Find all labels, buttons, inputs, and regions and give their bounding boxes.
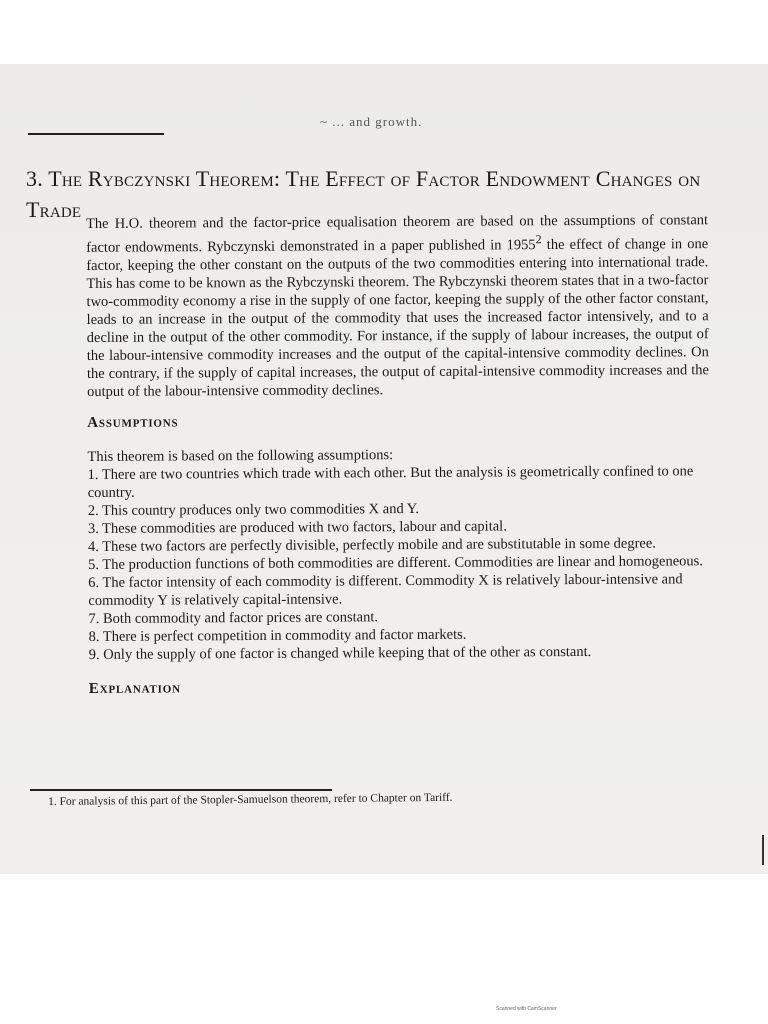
- assumptions-list: [88, 462, 711, 664]
- assumption-item: 9. Only the supply of one factor is changed while keeping that of the other as constant.: [88, 643, 592, 663]
- explanation-heading: Explanation: [88, 680, 181, 697]
- assumption-item: 4. These two factors are perfectly divisible, perfectly mobile and are substitutable in some degree.: [87, 535, 656, 555]
- cut-off-previous-text: ~ ... and growth.: [320, 114, 423, 129]
- section-heading-rybczynski: 3. The Rybczynski Theorem: The Effect of Factor Endowment Changes on Trade: [26, 165, 701, 222]
- assumption-item: 2. This country produces only two commodities X and Y.: [87, 500, 420, 519]
- intro-text-part1: The H.O. theorem and the factor-price equalisation theorem are based on the assumptions of constant factor endowments. Rybczynski demonstrated in a paper published in 1955: [86, 212, 709, 256]
- scanner-watermark: Scanned with CamScanner: [496, 1006, 557, 1012]
- assumption-item: 3. These commodities are produced with two factors, labour and capital.: [87, 518, 507, 537]
- page-edge-mark: [762, 835, 764, 865]
- assumption-item: 6. The factor intensity of each commodity is different. Commodity X is relatively labour-intensive and commodity Y is relatively capital-intensive.: [88, 571, 683, 609]
- assumption-item: 7. Both commodity and factor prices are constant.: [88, 609, 379, 627]
- assumptions-intro: This theorem is based on the following assumptions:: [87, 446, 394, 465]
- assumptions-heading: Assumptions: [87, 414, 179, 431]
- page-body: [86, 211, 711, 714]
- intro-text-part2: the effect of change in one factor, keeping the other constant on the outputs of the two commodities entering into international trade. This has come to be known as the Rybczynski theorem. The Rybczynski theorem states that in a two-factor two-commodity economy a rise in the supply of one factor, keeping the supply of the other factor constant, leads to an increase in the output of the commodity that uses the increased factor intensively, and to a decline in the output of the other commodity. For instance, if the supply of labour increases, the output of the labour-intensive commodity increases and the output of the capital-intensive commodity declines. On the contrary, if the supply of capital increases, the output of capital-intensive commodity increases and the output of the labour-intensive commodity declines.: [86, 236, 710, 400]
- heading-rule: [28, 133, 164, 135]
- assumption-item: 1. There are two countries which trade with each other. But the analysis is geometrically confined to one country.: [87, 463, 694, 501]
- assumption-item: 8. There is perfect competition in commodity and factor markets.: [88, 626, 467, 645]
- assumption-item: 5. The production functions of both commodities are different. Commodities are linear and homogeneous.: [88, 553, 703, 573]
- footnote-rule: [30, 789, 332, 791]
- footnote: 1. For analysis of this part of the Stopler-Samuelson theorem, refer to Chapter on Tariff.: [48, 791, 453, 808]
- footnote-reference: 2: [535, 232, 542, 247]
- intro-paragraph: [86, 211, 709, 401]
